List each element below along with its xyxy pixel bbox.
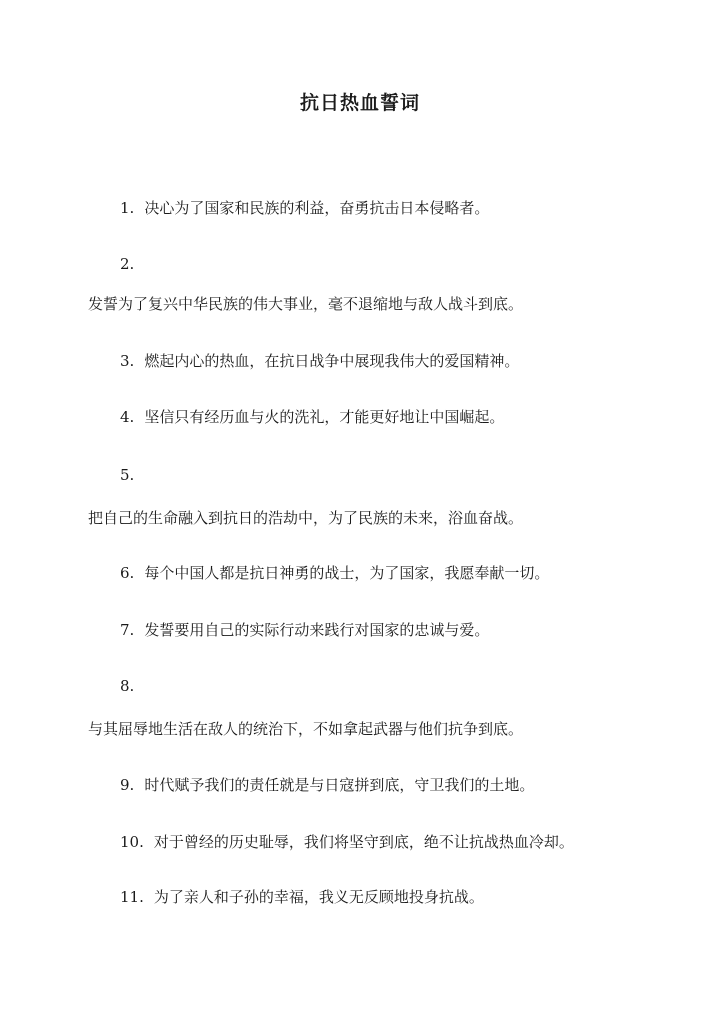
item-number: 3. (120, 352, 135, 370)
list-item (120, 887, 484, 907)
item-number: 1. (120, 199, 135, 217)
item-number: 11. (120, 888, 144, 906)
document-title: 抗日热血誓词 (299, 92, 420, 114)
list-item (120, 407, 504, 427)
item-text: 每个中国人都是抗日神勇的战士，为了国家，我愿奉献一切。 (144, 564, 550, 582)
item-text: 与其屈辱地生活在敌人的统治下，不如拿起武器与他们抗争到底。 (88, 720, 524, 738)
item-number: 10. (120, 833, 144, 851)
list-item (120, 563, 549, 583)
item-number: 6. (120, 564, 135, 582)
item-number: 9. (120, 776, 135, 794)
list-item (120, 351, 519, 371)
item-number: 2. (120, 255, 135, 273)
item-text: 坚信只有经历血与火的洗礼，才能更好地让中国崛起。 (144, 408, 505, 426)
item-text: 对于曾经的历史耻辱，我们将坚守到底，绝不让抗战热血冷却。 (153, 833, 574, 851)
item-number: 7. (120, 621, 135, 639)
list-item (120, 198, 489, 218)
item-number: 4. (120, 408, 135, 426)
item-text: 时代赋予我们的责任就是与日寇拼到底，守卫我们的土地。 (144, 776, 535, 794)
list-item (120, 832, 574, 852)
item-text: 发誓为了复兴中华民族的伟大事业，毫不退缩地与敌人战斗到底。 (88, 295, 524, 313)
item-text: 为了亲人和子孙的幸福，我义无反顾地投身抗战。 (153, 888, 484, 906)
item-text: 把自己的生命融入到抗日的浩劫中，为了民族的未来，浴血奋战。 (88, 509, 524, 527)
list-item (120, 775, 534, 795)
item-text: 燃起内心的热血，在抗日战争中展现我伟大的爱国精神。 (144, 352, 520, 370)
item-text: 发誓要用自己的实际行动来践行对国家的忠诚与爱。 (144, 621, 490, 639)
item-number: 8. (120, 677, 135, 695)
item-text: 决心为了国家和民族的利益，奋勇抗击日本侵略者。 (144, 199, 490, 217)
item-number: 5. (120, 466, 135, 484)
list-item (120, 620, 489, 640)
